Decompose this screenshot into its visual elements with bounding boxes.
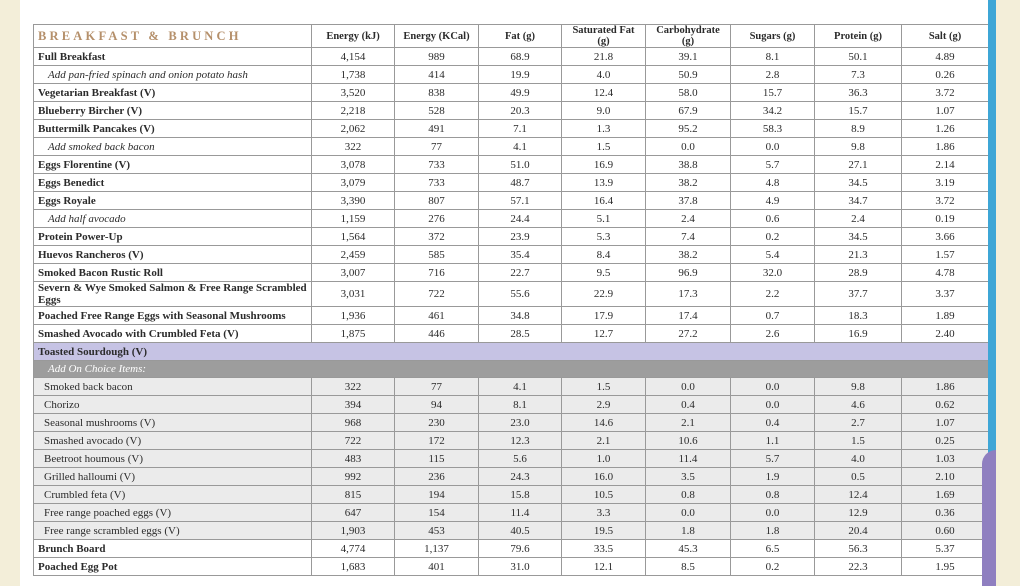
- nutrition-table: [33, 24, 989, 576]
- nutrient-value: 9.0: [562, 102, 646, 120]
- table-row: [34, 228, 989, 246]
- col-header: Carbohydrate (g): [646, 25, 731, 48]
- table-row: [34, 522, 989, 540]
- nutrient-value: 50.1: [815, 48, 902, 66]
- nutrient-value: 23.0: [479, 414, 562, 432]
- nutrient-value: 2,459: [312, 246, 395, 264]
- nutrient-value: 989: [395, 48, 479, 66]
- nutrient-value: 3,520: [312, 84, 395, 102]
- table-row: [34, 264, 989, 282]
- nutrient-value: 4,774: [312, 540, 395, 558]
- nutrient-value: 1,564: [312, 228, 395, 246]
- item-name: Add smoked back bacon: [34, 138, 312, 156]
- nutrient-value: 17.9: [562, 307, 646, 325]
- table-row: [34, 396, 989, 414]
- table-row: [34, 192, 989, 210]
- nutrient-value: 33.5: [562, 540, 646, 558]
- nutrient-value: 20.3: [479, 102, 562, 120]
- nutrient-value: 528: [395, 102, 479, 120]
- nutrient-value: 8.4: [562, 246, 646, 264]
- col-header: Salt (g): [902, 25, 989, 48]
- nutrient-value: 3.66: [902, 228, 989, 246]
- table-row: [34, 468, 989, 486]
- nutrient-value: 11.4: [646, 450, 731, 468]
- nutrient-value: 5.4: [731, 246, 815, 264]
- table-row: [34, 486, 989, 504]
- nutrient-value: 446: [395, 325, 479, 343]
- nutrient-value: 4,154: [312, 48, 395, 66]
- edge-accent-purple: [982, 450, 996, 586]
- nutrient-value: 34.7: [815, 192, 902, 210]
- nutrient-value: 2,218: [312, 102, 395, 120]
- nutrient-value: 96.9: [646, 264, 731, 282]
- nutrient-value: 3.72: [902, 84, 989, 102]
- table-row: [34, 120, 989, 138]
- nutrient-value: 0.60: [902, 522, 989, 540]
- nutrient-value: 372: [395, 228, 479, 246]
- table-row: [34, 246, 989, 264]
- item-name: Full Breakfast: [34, 48, 312, 66]
- nutrient-value: 3,031: [312, 282, 395, 307]
- nutrient-value: 1.69: [902, 486, 989, 504]
- table-row: [34, 174, 989, 192]
- item-name: Crumbled feta (V): [34, 486, 312, 504]
- nutrient-value: 24.3: [479, 468, 562, 486]
- nutrient-value: 10.6: [646, 432, 731, 450]
- nutrient-value: 2.8: [731, 66, 815, 84]
- nutrient-value: 992: [312, 468, 395, 486]
- nutrient-value: 733: [395, 156, 479, 174]
- nutrient-value: 15.7: [731, 84, 815, 102]
- nutrient-value: 722: [312, 432, 395, 450]
- table-row: [34, 307, 989, 325]
- nutrient-value: 7.4: [646, 228, 731, 246]
- nutrient-value: 0.0: [646, 504, 731, 522]
- table-row: [34, 210, 989, 228]
- nutrient-value: 11.4: [479, 504, 562, 522]
- nutrient-value: 0.5: [815, 468, 902, 486]
- nutrient-value: 68.9: [479, 48, 562, 66]
- table-row: [34, 66, 989, 84]
- header-row: [34, 25, 989, 48]
- nutrient-value: 0.0: [731, 378, 815, 396]
- nutrient-value: 1.1: [731, 432, 815, 450]
- nutrient-value: 27.1: [815, 156, 902, 174]
- item-name: Free range scrambled eggs (V): [34, 522, 312, 540]
- nutrient-value: 4.1: [479, 378, 562, 396]
- nutrient-value: 3.19: [902, 174, 989, 192]
- nutrient-value: 414: [395, 66, 479, 84]
- item-name: Brunch Board: [34, 540, 312, 558]
- nutrient-value: 2.2: [731, 282, 815, 307]
- nutrient-value: 1.95: [902, 558, 989, 576]
- nutrient-value: 1,137: [395, 540, 479, 558]
- item-name: Eggs Royale: [34, 192, 312, 210]
- nutrient-value: 0.0: [731, 504, 815, 522]
- nutrient-value: 2.14: [902, 156, 989, 174]
- table-row: [34, 378, 989, 396]
- nutrient-value: 16.9: [562, 156, 646, 174]
- nutrient-value: 7.1: [479, 120, 562, 138]
- nutrient-value: 0.0: [646, 378, 731, 396]
- nutrient-value: 838: [395, 84, 479, 102]
- nutrient-value: 3,007: [312, 264, 395, 282]
- nutrient-value: 37.8: [646, 192, 731, 210]
- nutrient-value: 2.4: [646, 210, 731, 228]
- nutrient-value: 22.3: [815, 558, 902, 576]
- nutrient-value: 154: [395, 504, 479, 522]
- nutrient-value: 77: [395, 378, 479, 396]
- nutrient-value: 3.37: [902, 282, 989, 307]
- nutrient-value: 12.9: [815, 504, 902, 522]
- nutrient-value: 21.3: [815, 246, 902, 264]
- item-name: Buttermilk Pancakes (V): [34, 120, 312, 138]
- nutrient-value: 1,683: [312, 558, 395, 576]
- nutrient-value: 1.03: [902, 450, 989, 468]
- nutrient-value: 15.8: [479, 486, 562, 504]
- nutrient-value: 5.6: [479, 450, 562, 468]
- nutrient-value: 34.2: [731, 102, 815, 120]
- nutrient-value: 2.10: [902, 468, 989, 486]
- nutrient-value: 16.9: [815, 325, 902, 343]
- col-header: Fat (g): [479, 25, 562, 48]
- nutrient-value: 1.9: [731, 468, 815, 486]
- nutrient-value: 4.0: [562, 66, 646, 84]
- table-row: [34, 156, 989, 174]
- nutrient-value: 13.9: [562, 174, 646, 192]
- nutrient-value: 19.5: [562, 522, 646, 540]
- nutrient-value: 38.2: [646, 174, 731, 192]
- nutrient-value: 22.7: [479, 264, 562, 282]
- section-title: BREAKFAST & BRUNCH: [34, 25, 312, 48]
- nutrient-value: 48.7: [479, 174, 562, 192]
- item-name: Chorizo: [34, 396, 312, 414]
- nutrient-value: 322: [312, 138, 395, 156]
- table-row: [34, 450, 989, 468]
- nutrient-value: 0.26: [902, 66, 989, 84]
- nutrient-value: 21.8: [562, 48, 646, 66]
- nutrient-value: 0.25: [902, 432, 989, 450]
- item-name: Add pan-fried spinach and onion potato hash: [34, 66, 312, 84]
- item-name: Add half avocado: [34, 210, 312, 228]
- nutrient-value: 5.7: [731, 450, 815, 468]
- col-header: Sugars (g): [731, 25, 815, 48]
- nutrient-value: 12.4: [562, 84, 646, 102]
- nutrient-value: 1.8: [731, 522, 815, 540]
- nutrient-value: 18.3: [815, 307, 902, 325]
- nutrient-value: 95.2: [646, 120, 731, 138]
- item-name: Free range poached eggs (V): [34, 504, 312, 522]
- item-name: Poached Free Range Eggs with Seasonal Mushrooms: [34, 307, 312, 325]
- choice-band: [34, 361, 989, 378]
- col-header: Saturated Fat (g): [562, 25, 646, 48]
- item-name: Grilled halloumi (V): [34, 468, 312, 486]
- nutrient-value: 45.3: [646, 540, 731, 558]
- item-name: Severn & Wye Smoked Salmon & Free Range Scrambled Eggs: [34, 282, 312, 307]
- nutrient-value: 7.3: [815, 66, 902, 84]
- nutrient-value: 40.5: [479, 522, 562, 540]
- nutrient-value: 57.1: [479, 192, 562, 210]
- nutrient-value: 19.9: [479, 66, 562, 84]
- nutrient-value: 0.4: [731, 414, 815, 432]
- item-name: Protein Power-Up: [34, 228, 312, 246]
- nutrient-value: 0.8: [646, 486, 731, 504]
- nutrient-value: 4.6: [815, 396, 902, 414]
- nutrient-value: 2.4: [815, 210, 902, 228]
- nutrient-value: 1,875: [312, 325, 395, 343]
- nutrient-value: 3,079: [312, 174, 395, 192]
- nutrient-value: 1.3: [562, 120, 646, 138]
- nutrient-value: 38.8: [646, 156, 731, 174]
- nutrient-value: 5.37: [902, 540, 989, 558]
- table-row: [34, 84, 989, 102]
- nutrient-value: 28.5: [479, 325, 562, 343]
- nutrient-value: 1.86: [902, 378, 989, 396]
- nutrient-value: 115: [395, 450, 479, 468]
- nutrient-value: 16.0: [562, 468, 646, 486]
- nutrient-value: 34.5: [815, 174, 902, 192]
- nutrient-value: 0.36: [902, 504, 989, 522]
- item-name: Beetroot houmous (V): [34, 450, 312, 468]
- nutrient-value: 22.9: [562, 282, 646, 307]
- nutrient-value: 12.1: [562, 558, 646, 576]
- nutrient-value: 3,390: [312, 192, 395, 210]
- nutrient-value: 49.9: [479, 84, 562, 102]
- nutrient-value: 2.9: [562, 396, 646, 414]
- nutrient-value: 1.07: [902, 102, 989, 120]
- toast-band-label: Toasted Sourdough (V): [34, 343, 989, 361]
- nutrient-value: 9.5: [562, 264, 646, 282]
- nutrient-value: 8.1: [731, 48, 815, 66]
- item-name: Smashed Avocado with Crumbled Feta (V): [34, 325, 312, 343]
- nutrient-value: 2,062: [312, 120, 395, 138]
- nutrient-value: 2.1: [646, 414, 731, 432]
- nutrient-value: 3.5: [646, 468, 731, 486]
- nutrient-value: 3,078: [312, 156, 395, 174]
- nutrient-value: 491: [395, 120, 479, 138]
- nutrient-value: 1.5: [815, 432, 902, 450]
- nutrient-value: 0.0: [731, 138, 815, 156]
- item-name: Vegetarian Breakfast (V): [34, 84, 312, 102]
- nutrient-value: 51.0: [479, 156, 562, 174]
- nutrient-value: 722: [395, 282, 479, 307]
- nutrient-value: 815: [312, 486, 395, 504]
- nutrient-value: 4.89: [902, 48, 989, 66]
- nutrient-value: 322: [312, 378, 395, 396]
- item-name: Smoked Bacon Rustic Roll: [34, 264, 312, 282]
- nutrient-value: 4.9: [731, 192, 815, 210]
- nutrient-value: 453: [395, 522, 479, 540]
- nutrient-value: 15.7: [815, 102, 902, 120]
- nutrient-value: 79.6: [479, 540, 562, 558]
- nutrient-value: 483: [312, 450, 395, 468]
- nutrient-value: 27.2: [646, 325, 731, 343]
- nutrient-value: 9.8: [815, 378, 902, 396]
- nutrient-value: 807: [395, 192, 479, 210]
- nutrient-value: 1.8: [646, 522, 731, 540]
- nutrient-value: 2.1: [562, 432, 646, 450]
- nutrient-value: 172: [395, 432, 479, 450]
- nutrient-value: 1.07: [902, 414, 989, 432]
- nutrient-value: 17.3: [646, 282, 731, 307]
- nutrient-value: 647: [312, 504, 395, 522]
- nutrient-value: 37.7: [815, 282, 902, 307]
- nutrient-value: 23.9: [479, 228, 562, 246]
- item-name: Smashed avocado (V): [34, 432, 312, 450]
- item-name: Eggs Florentine (V): [34, 156, 312, 174]
- nutrient-value: 461: [395, 307, 479, 325]
- nutrient-value: 1.89: [902, 307, 989, 325]
- nutrient-value: 394: [312, 396, 395, 414]
- nutrient-value: 56.3: [815, 540, 902, 558]
- nutrient-value: 1.57: [902, 246, 989, 264]
- table-row: [34, 558, 989, 576]
- nutrient-value: 0.62: [902, 396, 989, 414]
- nutrient-value: 35.4: [479, 246, 562, 264]
- nutrient-value: 58.0: [646, 84, 731, 102]
- nutrient-value: 17.4: [646, 307, 731, 325]
- col-header: Protein (g): [815, 25, 902, 48]
- nutrient-value: 5.7: [731, 156, 815, 174]
- nutrient-value: 1,738: [312, 66, 395, 84]
- nutrient-value: 2.6: [731, 325, 815, 343]
- nutrient-value: 5.1: [562, 210, 646, 228]
- nutrient-value: 716: [395, 264, 479, 282]
- table-row: [34, 48, 989, 66]
- item-name: Eggs Benedict: [34, 174, 312, 192]
- nutrient-value: 36.3: [815, 84, 902, 102]
- nutrient-value: 12.7: [562, 325, 646, 343]
- table-row: [34, 540, 989, 558]
- nutrient-value: 16.4: [562, 192, 646, 210]
- nutrient-value: 3.72: [902, 192, 989, 210]
- nutrient-value: 4.1: [479, 138, 562, 156]
- nutrient-value: 12.3: [479, 432, 562, 450]
- nutrient-value: 10.5: [562, 486, 646, 504]
- choice-band-label: Add On Choice Items:: [34, 361, 989, 378]
- nutrient-value: 8.5: [646, 558, 731, 576]
- table-row: [34, 282, 989, 307]
- nutrient-value: 1.86: [902, 138, 989, 156]
- nutrient-value: 34.8: [479, 307, 562, 325]
- nutrient-value: 58.3: [731, 120, 815, 138]
- nutrient-value: 733: [395, 174, 479, 192]
- nutrient-value: 0.19: [902, 210, 989, 228]
- item-name: Huevos Rancheros (V): [34, 246, 312, 264]
- table-row: [34, 138, 989, 156]
- nutrient-value: 236: [395, 468, 479, 486]
- nutrient-value: 38.2: [646, 246, 731, 264]
- nutrient-value: 94: [395, 396, 479, 414]
- nutrient-value: 230: [395, 414, 479, 432]
- nutrient-value: 1.5: [562, 378, 646, 396]
- table-row: [34, 325, 989, 343]
- nutrient-value: 5.3: [562, 228, 646, 246]
- nutrient-value: 8.9: [815, 120, 902, 138]
- nutrient-value: 0.4: [646, 396, 731, 414]
- item-name: Poached Egg Pot: [34, 558, 312, 576]
- nutrient-value: 77: [395, 138, 479, 156]
- nutrient-value: 0.8: [731, 486, 815, 504]
- nutrient-value: 1,159: [312, 210, 395, 228]
- nutrient-value: 4.0: [815, 450, 902, 468]
- item-name: Seasonal mushrooms (V): [34, 414, 312, 432]
- menu-page: [20, 0, 996, 586]
- nutrient-value: 1,936: [312, 307, 395, 325]
- nutrient-value: 9.8: [815, 138, 902, 156]
- nutrient-value: 1.5: [562, 138, 646, 156]
- item-name: Blueberry Bircher (V): [34, 102, 312, 120]
- nutrient-value: 1.0: [562, 450, 646, 468]
- nutrient-value: 0.7: [731, 307, 815, 325]
- nutrient-value: 2.7: [815, 414, 902, 432]
- nutrient-value: 50.9: [646, 66, 731, 84]
- nutrient-value: 0.2: [731, 228, 815, 246]
- col-header: Energy (KCal): [395, 25, 479, 48]
- item-name: Smoked back bacon: [34, 378, 312, 396]
- nutrient-value: 0.2: [731, 558, 815, 576]
- nutrient-value: 1,903: [312, 522, 395, 540]
- nutrient-value: 194: [395, 486, 479, 504]
- nutrient-value: 32.0: [731, 264, 815, 282]
- nutrient-value: 401: [395, 558, 479, 576]
- nutrient-value: 31.0: [479, 558, 562, 576]
- nutrient-value: 34.5: [815, 228, 902, 246]
- nutrient-value: 276: [395, 210, 479, 228]
- table-row: [34, 414, 989, 432]
- nutrient-value: 3.3: [562, 504, 646, 522]
- nutrient-value: 4.78: [902, 264, 989, 282]
- nutrient-value: 28.9: [815, 264, 902, 282]
- nutrient-value: 39.1: [646, 48, 731, 66]
- nutrient-value: 585: [395, 246, 479, 264]
- nutrient-value: 1.26: [902, 120, 989, 138]
- nutrient-value: 0.0: [731, 396, 815, 414]
- nutrient-value: 55.6: [479, 282, 562, 307]
- toast-band: [34, 343, 989, 361]
- nutrient-value: 8.1: [479, 396, 562, 414]
- nutrient-value: 6.5: [731, 540, 815, 558]
- table-row: [34, 102, 989, 120]
- nutrient-value: 0.0: [646, 138, 731, 156]
- table-row: [34, 504, 989, 522]
- nutrient-value: 2.40: [902, 325, 989, 343]
- nutrient-value: 12.4: [815, 486, 902, 504]
- table-row: [34, 432, 989, 450]
- col-header: Energy (kJ): [312, 25, 395, 48]
- nutrient-value: 0.6: [731, 210, 815, 228]
- nutrient-value: 14.6: [562, 414, 646, 432]
- nutrient-value: 4.8: [731, 174, 815, 192]
- nutrient-value: 20.4: [815, 522, 902, 540]
- nutrient-value: 67.9: [646, 102, 731, 120]
- nutrient-value: 968: [312, 414, 395, 432]
- nutrient-value: 24.4: [479, 210, 562, 228]
